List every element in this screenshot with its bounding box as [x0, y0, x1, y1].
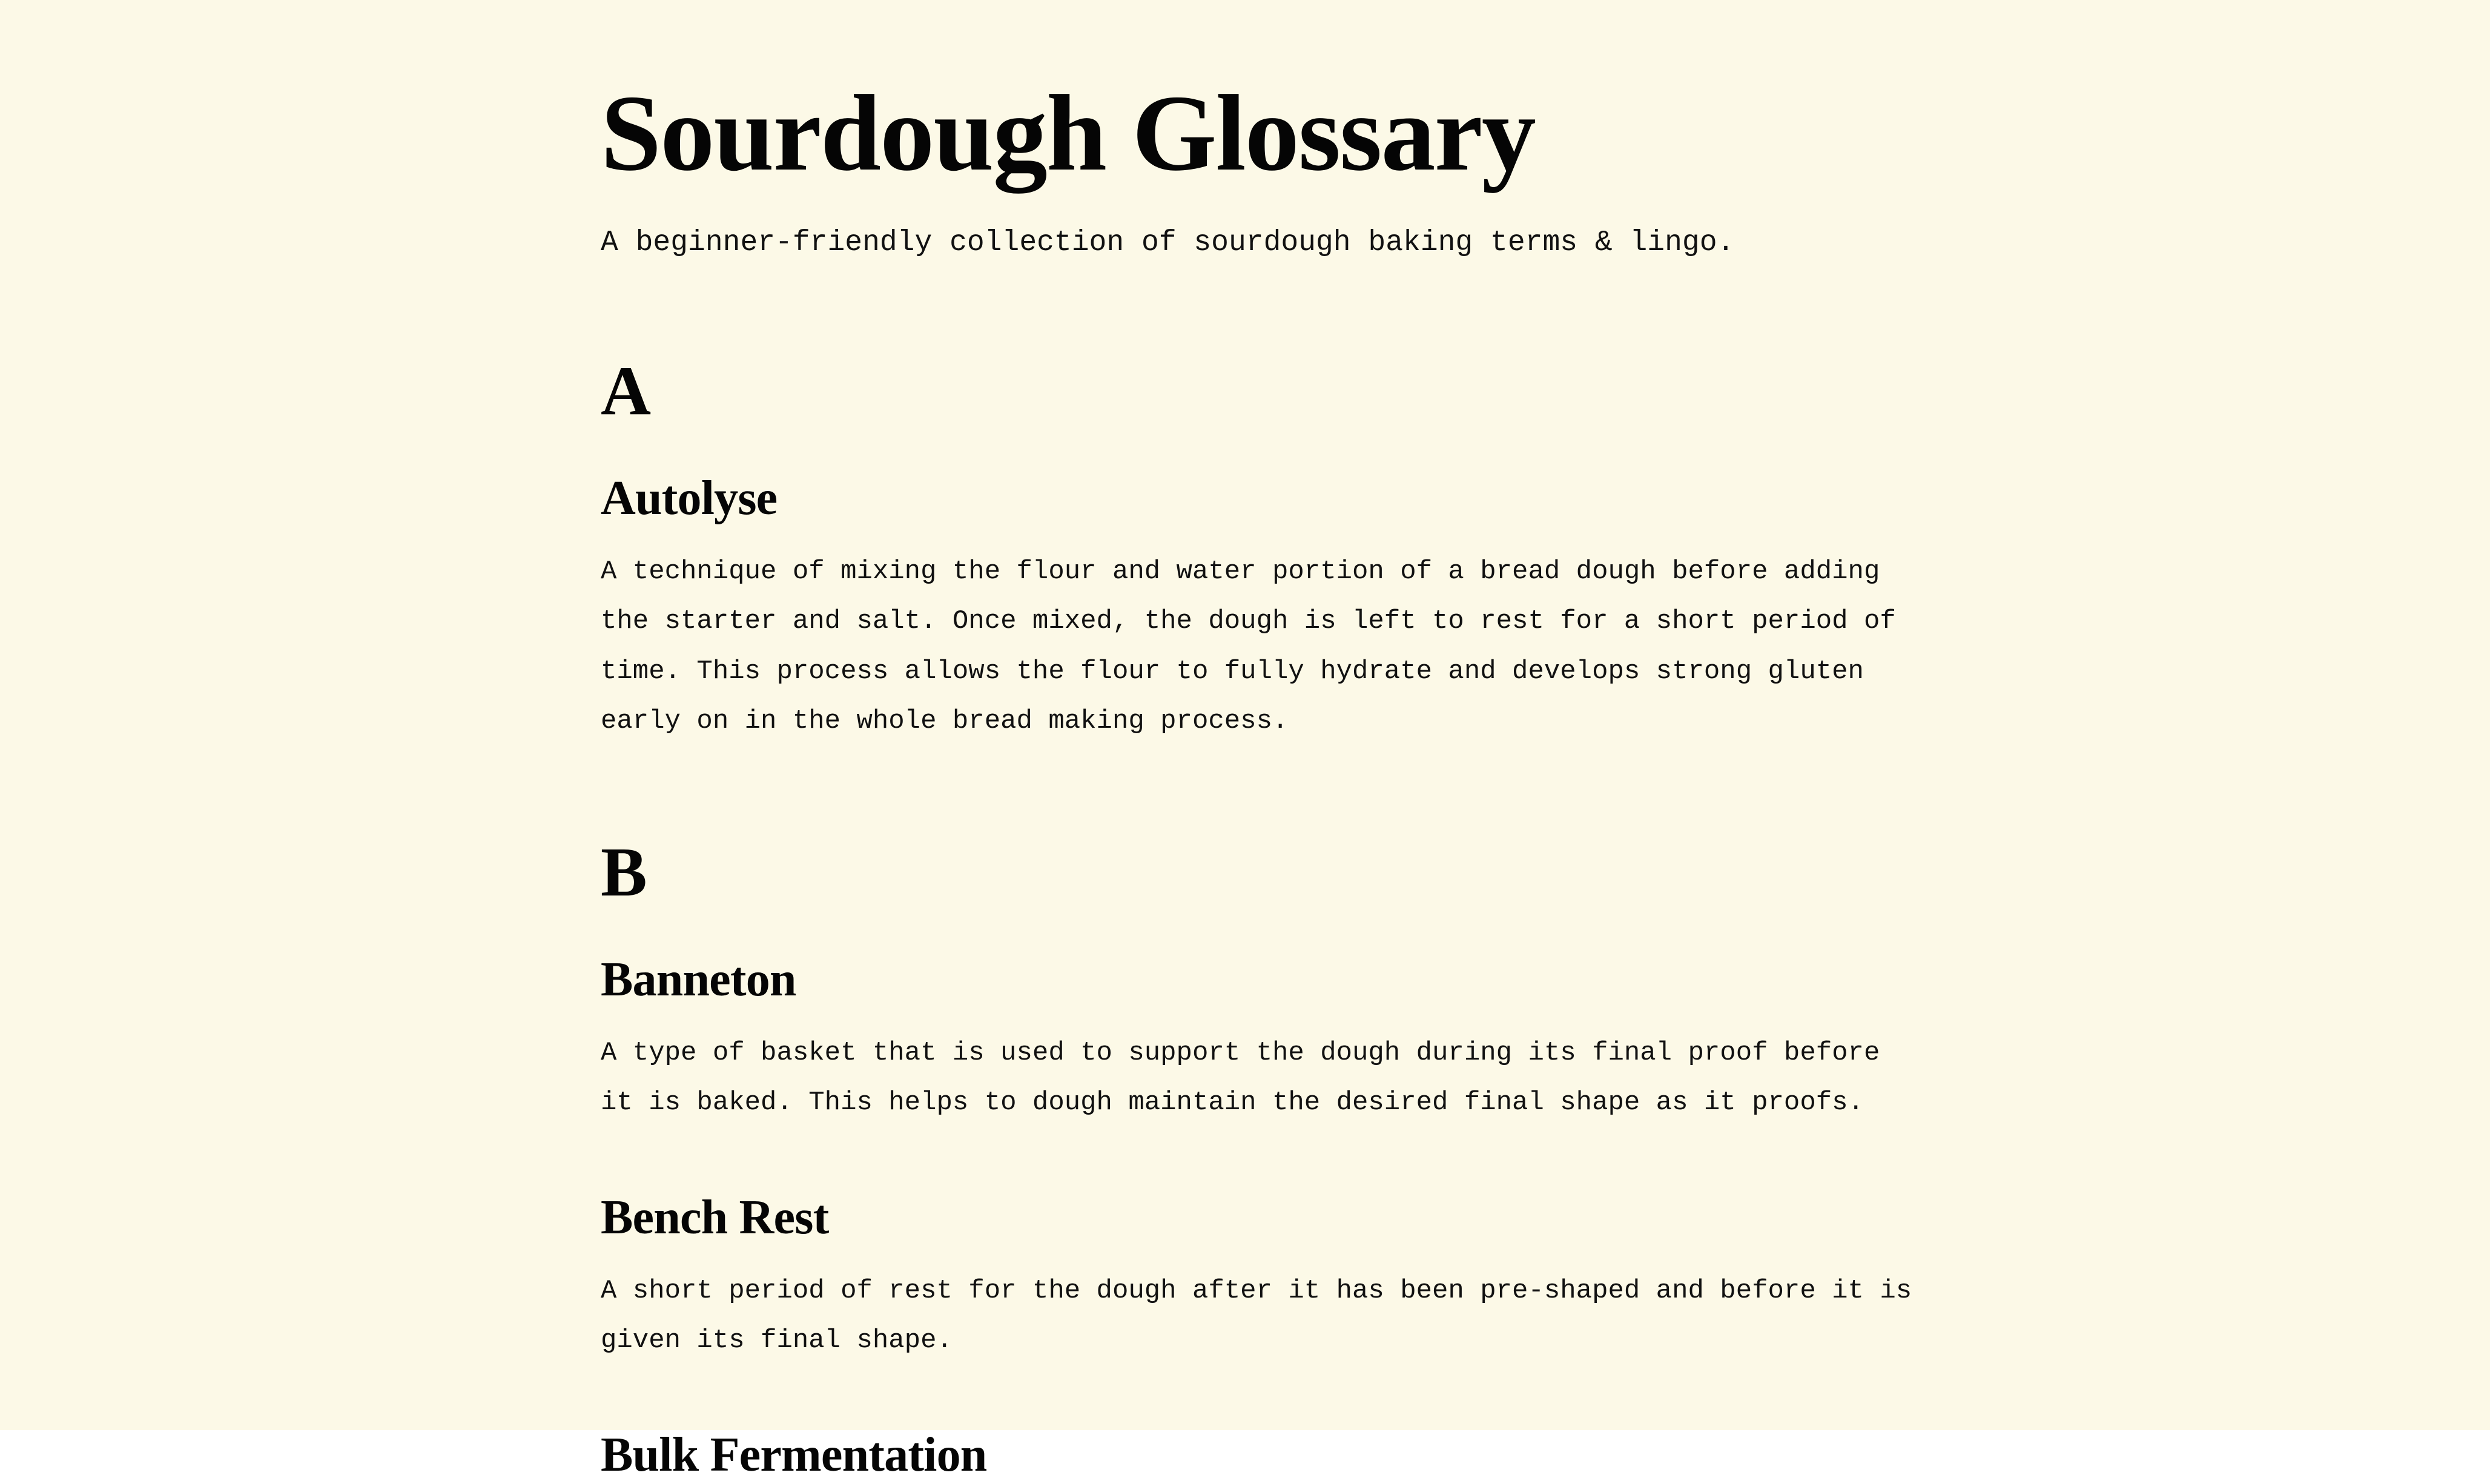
section-letter-b: B — [601, 834, 647, 911]
term-definition-bench-rest: A short period of rest for the dough after it has been pre-shaped and before it is given its final shape. — [601, 1275, 1912, 1356]
term-bulk-fermentation — [601, 1426, 1927, 1484]
term-heading-banneton: Banneton — [601, 953, 796, 1007]
term-bench-rest — [601, 1189, 1927, 1366]
term-definition-autolyse: A technique of mixing the flour and water portion of a bread dough before adding the starter and salt. Once mixed, the dough is left to rest for a short period of time. This process allows the flour to fully hydrate and develops strong gluten early on in the whole bread making process. — [601, 556, 1896, 736]
term-heading-bulk-fermentation: Bulk Fermentation — [601, 1428, 987, 1482]
section-a — [601, 349, 1927, 746]
page-subtitle: A beginner-friendly collection of sourdough baking terms & lingo. — [601, 226, 1735, 259]
term-banneton — [601, 951, 1927, 1128]
content-column — [601, 0, 1927, 1484]
term-definition-banneton: A type of basket that is used to support the dough during its final proof before it is baked. This helps to dough maintain the desired final shape as it proofs. — [601, 1038, 1880, 1118]
term-autolyse — [601, 469, 1927, 746]
section-letter-a: A — [601, 352, 650, 429]
section-b — [601, 831, 1927, 1484]
page-title: Sourdough Glossary — [601, 73, 1536, 193]
term-heading-bench-rest: Bench Rest — [601, 1190, 829, 1244]
term-heading-autolyse: Autolyse — [601, 472, 778, 525]
